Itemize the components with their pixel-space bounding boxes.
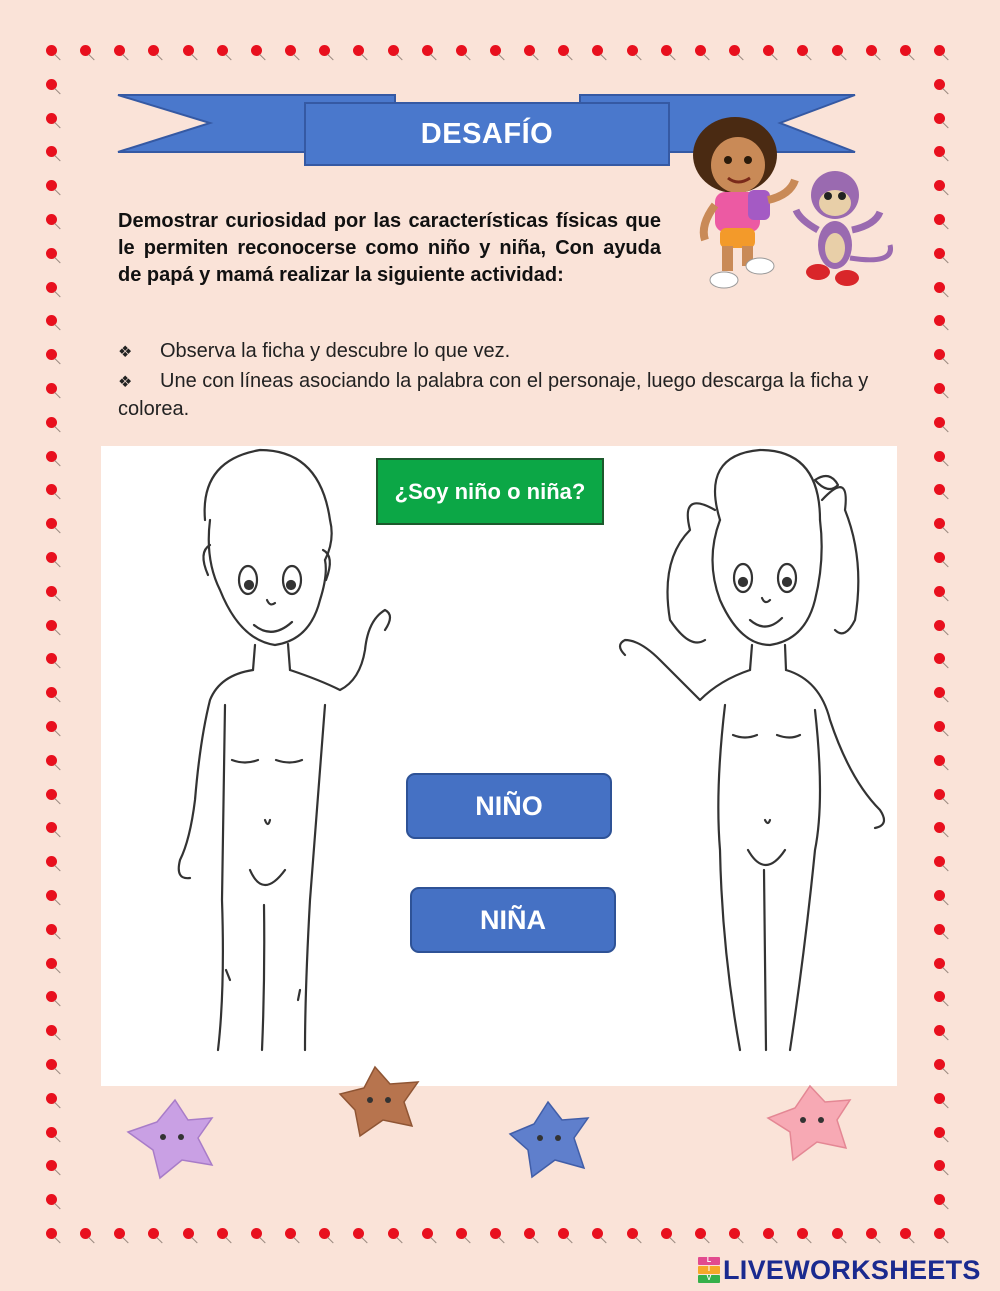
border-dot (900, 1228, 911, 1239)
blue-star-icon (510, 1102, 588, 1177)
border-dot (388, 1228, 399, 1239)
logo-letter-v: V (698, 1275, 720, 1283)
border-dot (285, 1228, 296, 1239)
border-dot (217, 1228, 228, 1239)
option-nina-button[interactable]: NIÑA (410, 887, 616, 953)
border-dot (832, 1228, 843, 1239)
border-dot (46, 1228, 57, 1239)
instruction-1-text: Observa la ficha y descubre lo que vez. (160, 340, 511, 362)
border-dot (353, 1228, 364, 1239)
liveworksheets-logo (698, 1255, 981, 1285)
border-dot (183, 1228, 194, 1239)
border-dot (661, 1228, 672, 1239)
brown-star-icon (340, 1067, 418, 1136)
logo-letter-i: I (698, 1266, 720, 1274)
border-dot (695, 1228, 706, 1239)
border-dot (80, 1228, 91, 1239)
border-dot (763, 1228, 774, 1239)
border-dot (934, 1228, 945, 1239)
liveworksheets-wordmark: LIVEWORKSHEETS (723, 1254, 981, 1285)
border-dot (148, 1228, 159, 1239)
border-dot (251, 1228, 262, 1239)
instruction-2-text: Une con líneas asociando la palabra con el personaje, luego descarga la ficha y colorea. (118, 370, 869, 420)
liveworksheets-logo-mark (698, 1257, 720, 1284)
border-dot (627, 1228, 638, 1239)
lilac-star-icon (128, 1100, 212, 1178)
question-box: ¿Soy niño o niña? (376, 458, 604, 525)
option-nino-button[interactable]: NIÑO (406, 773, 612, 839)
border-dot (114, 1228, 125, 1239)
logo-letter-l: L (698, 1257, 720, 1265)
banner-title: DESAFÍO (420, 117, 554, 150)
border-dot (524, 1228, 535, 1239)
border-dot (422, 1228, 433, 1239)
border-dot (490, 1228, 501, 1239)
border-dot (592, 1228, 603, 1239)
border-dot (456, 1228, 467, 1239)
diamond-bullet-icon: ❖ (118, 344, 133, 361)
intro-paragraph: Demostrar curiosidad por las características físicas que le permiten reconocerse como niño y niña, Con ayuda de papá y mamá realizar la siguiente actividad: (118, 210, 661, 286)
border-dot (797, 1228, 808, 1239)
diamond-bullet-icon: ❖ (118, 374, 133, 391)
border-dot (866, 1228, 877, 1239)
border-dot (558, 1228, 569, 1239)
pink-star-icon (768, 1086, 850, 1160)
border-dot (319, 1228, 330, 1239)
border-dot (729, 1228, 740, 1239)
